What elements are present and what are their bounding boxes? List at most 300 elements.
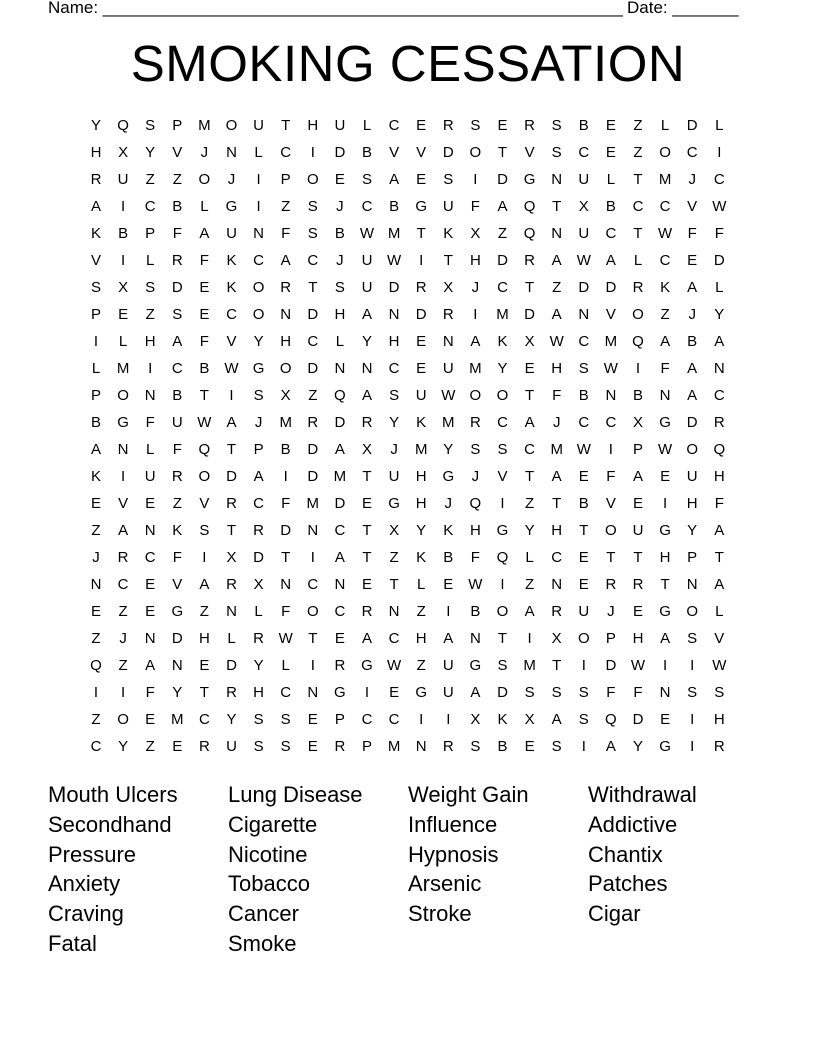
grid-letter: O — [469, 144, 482, 161]
grid-letter: W — [603, 360, 618, 377]
grid-letter: A — [687, 387, 698, 404]
grid-letter: W — [658, 225, 673, 242]
grid-letter: I — [608, 441, 613, 458]
grid-letter: T — [525, 279, 535, 296]
grid-letter: T — [606, 549, 616, 566]
grid-letter: D — [686, 414, 698, 431]
grid-letter: W — [387, 657, 402, 674]
grid-letter: F — [552, 387, 562, 404]
grid-letter: I — [256, 198, 261, 215]
grid-letter: C — [659, 198, 671, 215]
word-list-item: Tobacco — [228, 871, 310, 897]
grid-letter: C — [307, 333, 319, 350]
grid-letter: C — [144, 549, 156, 566]
grid-letter: W — [549, 333, 564, 350]
grid-letter: V — [199, 495, 210, 512]
grid-letter: O — [577, 630, 590, 647]
grid-letter: B — [605, 198, 616, 215]
grid-letter: O — [117, 387, 129, 404]
grid-letter: N — [334, 360, 346, 377]
grid-letter: Q — [496, 549, 509, 566]
grid-letter: S — [389, 387, 400, 404]
grid-letter: K — [226, 252, 237, 269]
grid-letter: D — [307, 441, 319, 458]
page-title: SMOKING CESSATION — [130, 35, 686, 92]
grid-letter: Z — [118, 603, 128, 620]
grid-letter: I — [283, 468, 288, 485]
grid-letter: C — [578, 144, 590, 161]
grid-letter: H — [632, 630, 644, 647]
grid-letter: P — [172, 117, 183, 134]
grid-letter: B — [632, 387, 643, 404]
grid-letter: A — [280, 252, 291, 269]
grid-letter: S — [470, 738, 481, 755]
grid-letter: E — [578, 549, 589, 566]
grid-letter: T — [199, 387, 209, 404]
grid-letter: I — [527, 630, 532, 647]
grid-letter: F — [470, 198, 480, 215]
grid-letter: H — [415, 630, 427, 647]
grid-letter: J — [607, 603, 615, 620]
grid-letter: U — [226, 738, 237, 755]
grid-letter: E — [199, 657, 210, 674]
grid-letter: H — [551, 522, 563, 539]
grid-letter: E — [632, 603, 643, 620]
grid-letter: E — [687, 252, 698, 269]
grid-letter: G — [225, 198, 238, 215]
grid-letter: I — [202, 549, 207, 566]
grid-letter: S — [199, 522, 210, 539]
grid-letter: E — [416, 333, 427, 350]
grid-letter: V — [389, 144, 400, 161]
word-list-item: Cancer — [228, 901, 299, 927]
grid-letter: L — [660, 117, 670, 134]
grid-letter: D — [605, 279, 617, 296]
grid-letter: E — [145, 495, 156, 512]
grid-letter: M — [306, 495, 320, 512]
grid-letter: V — [714, 630, 725, 647]
grid-letter: E — [361, 576, 372, 593]
grid-letter: T — [633, 225, 643, 242]
grid-letter: F — [172, 441, 182, 458]
grid-letter: E — [118, 306, 129, 323]
grid-letter: B — [172, 198, 183, 215]
grid-letter: I — [93, 684, 99, 701]
grid-letter: P — [687, 549, 698, 566]
grid-letter: A — [361, 306, 372, 323]
grid-letter: S — [551, 144, 562, 161]
grid-letter: T — [226, 441, 237, 458]
grid-letter: Z — [660, 306, 670, 323]
grid-letter: Y — [687, 522, 698, 539]
grid-letter: P — [632, 441, 643, 458]
grid-letter: Y — [118, 738, 129, 755]
grid-letter: T — [552, 657, 562, 674]
grid-letter: J — [92, 549, 100, 566]
grid-letter: N — [307, 522, 319, 539]
grid-letter: Y — [497, 360, 508, 377]
grid-letter: L — [281, 657, 290, 674]
grid-letter: C — [388, 117, 400, 134]
grid-letter: B — [687, 333, 698, 350]
grid-letter: E — [416, 117, 427, 134]
grid-letter: Q — [605, 711, 617, 728]
grid-letter: R — [361, 603, 373, 620]
grid-letter: G — [469, 657, 482, 674]
grid-letter: I — [663, 495, 668, 512]
grid-letter: T — [497, 630, 508, 647]
grid-letter: M — [523, 657, 536, 674]
grid-letter: F — [470, 549, 480, 566]
grid-letter: D — [171, 279, 183, 296]
grid-letter: T — [579, 522, 589, 539]
word-list-item: Cigar — [588, 901, 641, 927]
grid-letter: S — [687, 684, 698, 701]
grid-letter: I — [121, 684, 126, 701]
grid-letter: D — [253, 549, 265, 566]
grid-letter: W — [359, 225, 375, 242]
grid-letter: E — [389, 684, 400, 701]
grid-letter: O — [632, 306, 644, 323]
grid-letter: A — [551, 468, 562, 485]
grid-letter: O — [605, 522, 617, 539]
grid-letter: E — [145, 576, 156, 593]
grid-letter: W — [224, 360, 239, 377]
grid-letter: H — [469, 252, 481, 269]
grid-letter: E — [334, 630, 345, 647]
grid-letter: S — [253, 387, 264, 404]
grid-letter: E — [199, 279, 210, 296]
grid-letter: E — [605, 117, 616, 134]
grid-letter: B — [172, 387, 183, 404]
grid-letter: R — [226, 495, 237, 512]
grid-letter: X — [118, 279, 129, 296]
grid-letter: C — [144, 198, 156, 215]
grid-letter: B — [199, 360, 210, 377]
grid-letter: J — [390, 441, 398, 458]
grid-letter: F — [281, 495, 291, 512]
grid-letter: R — [307, 414, 319, 431]
grid-letter: E — [443, 576, 454, 593]
grid-letter: O — [279, 360, 292, 377]
grid-letter: R — [442, 738, 454, 755]
grid-letter: S — [145, 117, 156, 134]
grid-letter: E — [199, 306, 210, 323]
grid-letter: Z — [145, 171, 155, 188]
word-list-item: Smoke — [228, 931, 297, 956]
word-list-item: Mouth Ulcers — [48, 782, 178, 807]
grid-letter: B — [578, 117, 589, 134]
grid-letter: S — [578, 711, 589, 728]
grid-letter: G — [415, 198, 428, 215]
grid-letter: H — [415, 468, 427, 485]
grid-letter: I — [310, 144, 315, 161]
grid-letter: S — [443, 171, 454, 188]
grid-letter: J — [471, 468, 480, 485]
grid-letter: G — [171, 603, 184, 620]
grid-letter: R — [415, 279, 427, 296]
grid-letter: Y — [253, 333, 264, 350]
grid-letter: B — [443, 549, 454, 566]
grid-letter: I — [148, 360, 153, 377]
grid-letter: C — [388, 360, 400, 377]
grid-letter: C — [90, 738, 102, 755]
grid-letter: I — [500, 576, 505, 593]
grid-letter: R — [198, 738, 210, 755]
grid-letter: W — [468, 576, 483, 593]
grid-letter: E — [632, 495, 643, 512]
grid-letter: A — [497, 198, 508, 215]
grid-letter: M — [658, 171, 672, 188]
grid-letter: Z — [497, 225, 508, 242]
grid-letter: K — [497, 333, 508, 350]
grid-letter: I — [93, 333, 99, 350]
grid-letter: F — [714, 225, 724, 242]
grid-letter: A — [226, 414, 237, 431]
grid-letter: O — [252, 306, 265, 323]
grid-letter: E — [361, 495, 372, 512]
grid-letter: M — [279, 414, 292, 431]
grid-letter: I — [500, 495, 505, 512]
grid-letter: D — [415, 306, 427, 323]
grid-letter: H — [334, 306, 346, 323]
grid-letter: S — [687, 630, 698, 647]
grid-letter: A — [172, 333, 183, 350]
grid-letter: E — [578, 576, 589, 593]
grid-letter: V — [605, 495, 616, 512]
grid-letter: Z — [389, 549, 399, 566]
grid-letter: D — [334, 414, 346, 431]
grid-letter: L — [146, 252, 155, 269]
grid-letter: W — [441, 387, 456, 404]
grid-letter: I — [690, 657, 695, 674]
grid-letter: N — [388, 306, 400, 323]
grid-letter: I — [446, 711, 451, 728]
grid-letter: Z — [199, 603, 209, 620]
grid-letter: R — [551, 603, 563, 620]
grid-letter: C — [198, 711, 210, 728]
grid-letter: V — [226, 333, 237, 350]
grid-letter: L — [254, 144, 263, 161]
grid-letter: D — [686, 117, 698, 134]
grid-letter: C — [497, 279, 508, 296]
grid-letter: C — [280, 144, 292, 161]
grid-letter: W — [576, 252, 591, 269]
grid-letter: A — [632, 468, 643, 485]
grid-letter: R — [713, 738, 725, 755]
grid-letter: N — [578, 306, 590, 323]
grid-letter: H — [198, 630, 210, 647]
grid-letter: N — [226, 603, 237, 620]
grid-letter: C — [226, 306, 237, 323]
grid-letter: Y — [90, 117, 101, 134]
grid-letter: S — [145, 279, 156, 296]
grid-letter: F — [199, 333, 209, 350]
grid-letter: I — [635, 360, 641, 377]
grid-letter: B — [118, 225, 129, 242]
grid-letter: A — [551, 306, 562, 323]
grid-letter: J — [227, 171, 236, 188]
grid-letter: G — [523, 171, 536, 188]
grid-letter: U — [361, 252, 373, 269]
grid-letter: I — [690, 711, 695, 728]
grid-letter: Z — [91, 522, 101, 539]
grid-letter: D — [334, 495, 346, 512]
grid-letter: H — [144, 333, 156, 350]
grid-letter: D — [497, 252, 508, 269]
grid-letter: A — [687, 360, 698, 377]
grid-letter: N — [117, 441, 129, 458]
grid-letter: D — [713, 252, 725, 269]
grid-letter: H — [659, 549, 671, 566]
grid-letter: Q — [632, 333, 644, 350]
grid-letter: C — [388, 630, 400, 647]
grid-letter: A — [118, 522, 129, 539]
grid-letter: O — [496, 603, 509, 620]
grid-letter: I — [690, 738, 695, 755]
grid-letter: O — [469, 387, 482, 404]
grid-letter: I — [121, 198, 126, 215]
grid-letter: L — [335, 333, 345, 350]
grid-letter: N — [144, 630, 156, 647]
grid-letter: H — [713, 711, 725, 728]
word-list-item: Hypnosis — [408, 841, 499, 867]
grid-letter: N — [307, 684, 319, 701]
grid-letter: R — [253, 630, 265, 647]
grid-letter: E — [497, 117, 508, 134]
grid-letter: D — [334, 144, 346, 161]
grid-letter: Z — [633, 117, 643, 134]
grid-letter: U — [632, 522, 644, 539]
grid-letter: H — [415, 495, 427, 512]
grid-letter: Y — [172, 684, 183, 701]
grid-letter: A — [199, 576, 210, 593]
grid-letter: I — [581, 738, 586, 755]
grid-letter: B — [389, 198, 400, 215]
grid-letter: C — [307, 576, 319, 593]
grid-letter: A — [551, 711, 562, 728]
grid-letter: X — [361, 441, 372, 458]
grid-letter: N — [144, 522, 156, 539]
grid-letter: C — [686, 144, 698, 161]
word-list-item: Patches — [588, 871, 668, 897]
grid-letter: N — [415, 738, 427, 755]
grid-letter: X — [524, 711, 535, 728]
grid-letter: P — [334, 711, 345, 728]
grid-letter: B — [470, 603, 481, 620]
grid-letter: R — [524, 117, 536, 134]
grid-letter: K — [172, 522, 183, 539]
grid-letter: I — [364, 684, 370, 701]
grid-letter: F — [199, 252, 209, 269]
grid-letter: A — [361, 630, 372, 647]
grid-letter: Z — [552, 279, 562, 296]
grid-letter: L — [118, 333, 128, 350]
grid-letter: V — [118, 495, 129, 512]
grid-letter: T — [552, 495, 562, 512]
grid-letter: Y — [226, 711, 237, 728]
name-field-line: Name: _______________________________________________________ — [48, 0, 623, 17]
grid-letter: C — [659, 252, 671, 269]
grid-letter: I — [473, 171, 478, 188]
grid-letter: A — [443, 630, 454, 647]
grid-letter: V — [524, 144, 535, 161]
grid-letter: O — [686, 603, 699, 620]
word-list-item: Nicotine — [228, 841, 308, 867]
grid-letter: Z — [633, 144, 643, 161]
grid-letter: X — [253, 576, 264, 593]
grid-letter: S — [578, 360, 589, 377]
grid-letter: E — [90, 495, 101, 512]
grid-letter: A — [524, 414, 535, 431]
grid-letter: N — [442, 333, 454, 350]
grid-letter: T — [525, 387, 535, 404]
grid-letter: E — [307, 738, 318, 755]
grid-letter: P — [361, 738, 372, 755]
grid-letter: V — [90, 252, 101, 269]
grid-letter: I — [663, 657, 668, 674]
grid-letter: A — [524, 603, 535, 620]
word-list-item: Fatal — [48, 931, 97, 956]
grid-letter: M — [496, 306, 509, 323]
grid-letter: R — [632, 279, 644, 296]
grid-letter: Y — [632, 738, 643, 755]
grid-letter: G — [659, 738, 671, 755]
grid-letter: S — [307, 225, 318, 242]
grid-letter: Q — [469, 495, 482, 512]
grid-letter: V — [416, 144, 427, 161]
grid-letter: C — [632, 198, 644, 215]
grid-letter: Q — [90, 657, 102, 674]
grid-letter: C — [171, 360, 183, 377]
grid-letter: N — [171, 657, 183, 674]
grid-letter: V — [172, 576, 183, 593]
grid-letter: Y — [361, 333, 372, 350]
grid-letter: T — [308, 630, 318, 647]
grid-letter: A — [660, 333, 671, 350]
grid-letter: S — [280, 711, 291, 728]
grid-letter: E — [605, 144, 616, 161]
grid-letter: G — [415, 684, 428, 701]
grid-letter: F — [172, 225, 182, 242]
grid-letter: Z — [308, 387, 318, 404]
grid-letter: K — [416, 549, 427, 566]
grid-letter: T — [416, 225, 426, 242]
grid-letter: J — [254, 414, 263, 431]
grid-letter: A — [334, 441, 345, 458]
grid-letter: C — [524, 441, 536, 458]
grid-letter: H — [713, 468, 725, 485]
grid-letter: A — [90, 198, 101, 215]
grid-letter: G — [659, 522, 671, 539]
grid-letter: C — [334, 603, 346, 620]
grid-letter: F — [281, 225, 291, 242]
grid-letter: T — [714, 549, 724, 566]
grid-letter: T — [660, 576, 670, 593]
grid-letter: S — [578, 684, 589, 701]
grid-letter: A — [334, 549, 345, 566]
grid-letter: U — [415, 387, 427, 404]
grid-letter: K — [416, 414, 427, 431]
grid-letter: N — [659, 684, 671, 701]
grid-letter: S — [334, 279, 345, 296]
grid-letter: L — [525, 549, 534, 566]
grid-letter: Z — [145, 306, 155, 323]
grid-letter: A — [714, 522, 725, 539]
grid-letter: Y — [253, 657, 264, 674]
grid-letter: A — [389, 171, 400, 188]
grid-letter: L — [715, 603, 724, 620]
